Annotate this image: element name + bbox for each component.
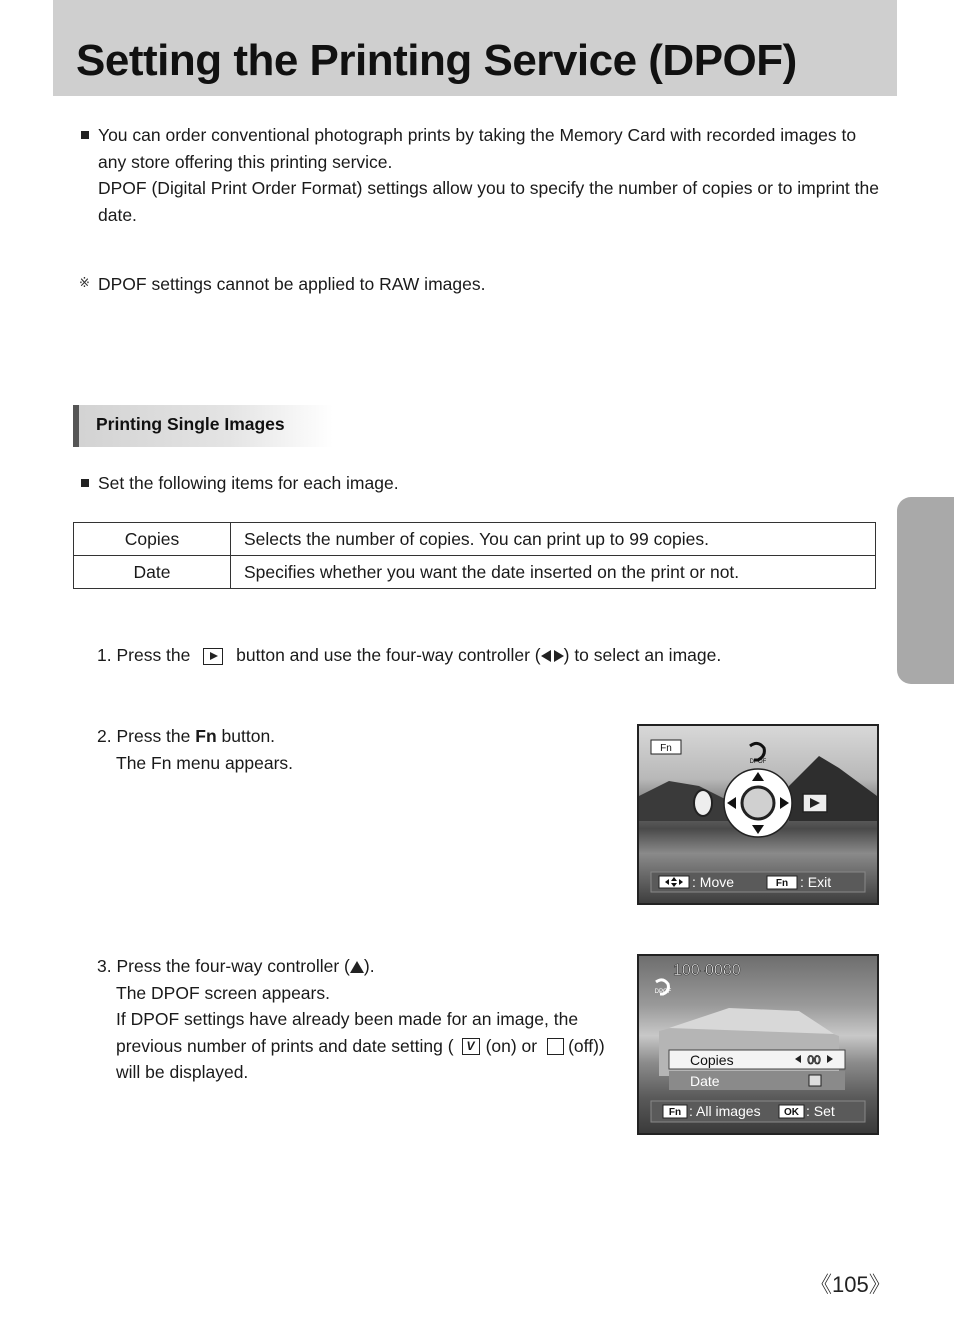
- intro-line: DPOF (Digital Print Order Format) settings allow you to specify the number of copies or to imprint the: [98, 178, 879, 198]
- step-2-text: 2. Press the: [97, 726, 191, 746]
- step-1-text: ) to select an image.: [563, 645, 722, 665]
- step-1: [97, 642, 721, 669]
- step-3-text: previous number of prints and date setting (: [116, 1035, 454, 1056]
- intro-line: any store offering this printing service.: [98, 151, 393, 172]
- table-row: [74, 556, 876, 589]
- controller-center-button: [742, 787, 774, 819]
- checkbox-on-icon: V: [462, 1038, 480, 1055]
- arrow-up-icon: [350, 961, 364, 973]
- table-cell-desc: Selects the number of copies. You can print up to 99 copies.: [231, 523, 876, 556]
- section-title: Printing Single Images: [96, 414, 285, 434]
- checkbox-off-icon: [547, 1038, 564, 1055]
- mountain-silhouette: [789, 756, 877, 821]
- arrow-right-icon: [554, 650, 564, 662]
- dpof-printer-icon: [750, 743, 764, 760]
- file-number: 100-0080: [673, 962, 741, 979]
- step-3-text: If DPOF settings have already been made for an image, the: [116, 1009, 579, 1029]
- fn-key-text: Fn: [668, 1107, 682, 1118]
- page-title: Setting the Printing Service (DPOF): [76, 36, 797, 85]
- rotate-icon: [694, 790, 712, 816]
- copies-value: 00: [807, 1053, 821, 1067]
- side-tab: [897, 497, 954, 684]
- step-3-text: ).: [363, 956, 375, 976]
- intro-line: date.: [98, 204, 137, 225]
- section-bullet: Set the following items for each image.: [98, 473, 399, 493]
- exit-label: : Exit: [800, 874, 832, 890]
- step-1-text: 1. Press the: [97, 645, 191, 665]
- intro-paragraph: [98, 122, 879, 228]
- step-2-text: button.: [221, 726, 276, 746]
- step-3-text: will be displayed.: [116, 1062, 249, 1082]
- step-3-text: (on) or: [485, 1035, 538, 1056]
- table-row: [74, 523, 876, 556]
- step-3-text: (off)): [568, 1035, 605, 1056]
- move-label: : Move: [692, 874, 735, 890]
- camera-screen-dpof: [637, 954, 879, 1135]
- dpof-icon-label: DPOF: [654, 989, 672, 995]
- all-images-label: : All images: [689, 1103, 761, 1119]
- step-3-text: 3. Press the four-way controller (: [97, 956, 350, 976]
- intro-line: You can order conventional photograph prints by taking the Memory Card with recorded images to: [98, 125, 857, 145]
- page-number: 《105》: [810, 1272, 891, 1297]
- table-cell-item: Date: [74, 556, 231, 589]
- camera-screen-fn-menu: [637, 724, 879, 905]
- date-label: Date: [690, 1073, 720, 1089]
- dpof-icon-label: DPOF: [749, 759, 767, 765]
- fn-tag-text: Fn: [660, 743, 672, 754]
- table-cell-desc: Specifies whether you want the date inserted on the print or not.: [231, 556, 876, 589]
- set-label: : Set: [806, 1103, 835, 1119]
- step-2-text: The Fn menu appears.: [116, 752, 294, 773]
- step-3-text: The DPOF screen appears.: [116, 982, 330, 1003]
- fn-menu-overlay: [639, 726, 877, 903]
- note-mark-icon: ※: [79, 275, 90, 290]
- bullet-square-icon: [81, 131, 89, 139]
- dpof-screen-overlay: [639, 956, 877, 1133]
- step-1-text: button and use the four-way controller (: [236, 645, 541, 665]
- treeline-silhouette: [639, 781, 729, 821]
- copies-label: Copies: [690, 1052, 734, 1068]
- bullet-square-icon: [81, 479, 89, 487]
- arrow-left-icon: [541, 650, 551, 662]
- fn-key-text: Fn: [775, 878, 789, 889]
- playback-button-icon: [203, 648, 223, 665]
- step-2: [97, 723, 293, 776]
- section-header-accent: [73, 405, 79, 447]
- raw-note: DPOF settings cannot be applied to RAW images.: [98, 274, 486, 294]
- step-3: [97, 953, 605, 1086]
- settings-table: [73, 522, 876, 589]
- ok-key-text: OK: [784, 1107, 799, 1118]
- table-cell-item: Copies: [74, 523, 231, 556]
- date-checkbox-icon: [809, 1075, 821, 1086]
- fn-key-label: Fn: [195, 726, 217, 746]
